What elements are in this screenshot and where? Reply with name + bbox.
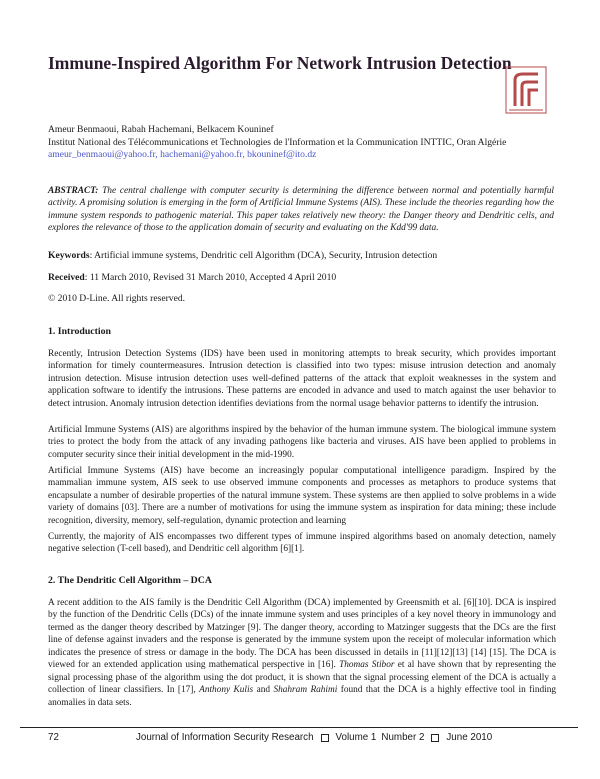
journal-date: June 2010 (446, 732, 493, 743)
publisher-logo-icon (505, 66, 547, 114)
abstract (48, 185, 554, 235)
keywords (48, 250, 554, 263)
dca-text-d: found that the DCA is a highly effective tool in finding anomalies in data sets. (48, 685, 556, 708)
footer-divider (20, 727, 578, 728)
received-text: : 11 March 2010, Revised 31 March 2010, Accepted 4 April 2010 (84, 272, 337, 283)
author-ref-stibor: Thomas Stibor (339, 660, 395, 671)
dca-text-c: and (253, 685, 274, 696)
abstract-text: The central challenge with computer security is determining the difference between normal and potentially harmful activity. A promising solution is emerging in the form of Artificial Immune Systems (AIS). These include the theories regarding how the immune system responds to pathogenic material. This paper takes relatively new theory: the Danger theory and Dendritic cells, and explores the relevance of those to the application domain of security and evaluating on the Kdd'99 data. (48, 186, 554, 234)
author-names: Ameur Benmaoui, Rabah Hachemani, Belkacem Kouninef (48, 124, 274, 135)
journal-number: Number 2 (381, 732, 425, 743)
received-dates (48, 272, 554, 285)
dca-text-a: A recent addition to the AIS family is the Dendritic Cell Algorithm (DCA) implemented by Greensmith et al. [6][10]. DCA is inspired by the function of the Dendritic Cells (DCs) of the innate immune system and uses principles of a key novel theory in immunology and termed as the danger theory described by Matzinger [9]. The danger theory, according to Matzinger suggests that the DCs are the first line of defense against invaders and the response is generated by the immune system upon the receipt of molecular information which indicates the presence of stress or damage in the body. The DCA has been discussed in details in [11][12][13] [14] [15]. The DCA is viewed for an extended application using mathematical perspective in [16]. (48, 598, 556, 671)
author-ref-kulis: Anthony Kulis (199, 685, 254, 696)
square-bullet-icon (321, 734, 329, 742)
journal-name: Journal of Information Security Research (136, 732, 314, 743)
author-affiliation: Institut National des Télécommunications et Technologies de l'Information et la Communication INTTIC, Oran Algérie (48, 136, 507, 148)
keywords-label: Keywords (48, 250, 90, 261)
section-heading-introduction: 1. Introduction (48, 326, 111, 337)
page-number: 72 (48, 732, 59, 743)
received-label: Received (48, 272, 85, 283)
author-block (48, 124, 558, 162)
intro-paragraph-4: Currently, the majority of AIS encompasses two different types of immune inspired algorithms based on anomaly detection, namely negative selection (T-cell based), and Dendritic cell algorithm [6][1]. (48, 532, 556, 555)
intro-paragraph-3: Artificial Immune Systems (AIS) have become an increasingly popular computational intelligence paradigm. Inspired by the mammalian immune system, AIS seek to use observed immune components and processes as metaphors to produce systems that encapsulate a number of desirable properties of the natural immune system. These systems are then applied to solve problems in a wide variety of domains [03]. There are a number of motivations for using the immune system as inspiration for data mining; these include recognition, diversity, memory, self-regulation, dynamic protection and learning (48, 466, 556, 526)
intro-paragraph-1: Recently, Intrusion Detection Systems (IDS) have been used in monitoring attempts to break security, which provides important information for timely countermeasures. Intrusion detection is classified into two types: misuse intrusion detection and anomaly intrusion detection. Misuse intrusion detection uses well-defined patterns of the attack that exploit weaknesses in the system and application software to identify the intrusions. These patterns are encoded in advance and used to match against the user behavior to detect intrusion. Anomaly intrusion detection identifies deviations from the normal usage behavior patterns to identify the intrusion. (48, 349, 556, 409)
square-bullet-icon (431, 734, 439, 742)
author-ref-rahimi: Shahram Rahimi (273, 685, 338, 696)
dca-paragraph-1 (48, 597, 556, 709)
paper-title: Immune-Inspired Algorithm For Network Intrusion Detection (48, 53, 512, 73)
intro-paragraph-2: Artificial Immune Systems (AIS) are algorithms inspired by the behavior of the human immune system. The biological immune system tries to protect the body from the attack of any invading pathogens like bacteria and viruses. AIS have been applied to problems in computer security since their initial development in the mid-1990. (48, 425, 556, 460)
keywords-text: : Artificial immune systems, Dendritic cell Algorithm (DCA), Security, Intrusion detection (89, 250, 438, 261)
journal-volume: Volume 1 (335, 732, 377, 743)
journal-footer (136, 732, 492, 743)
abstract-label: ABSTRACT: (48, 186, 99, 196)
section-heading-dca: 2. The Dendritic Cell Algorithm – DCA (48, 575, 212, 586)
author-emails[interactable]: ameur_benmaoui@yahoo.fr, hachemani@yahoo.fr, bkouninef@ito.dz (48, 149, 317, 160)
dca-text-b: et al have shown that by representing the signal processing phase of the algorithm using the dot product, it is shown that the signal processing element of the DCA is actually a collection of linear classifiers. In [17], (48, 660, 556, 696)
copyright: © 2010 D-Line. All rights reserved. (48, 293, 186, 304)
